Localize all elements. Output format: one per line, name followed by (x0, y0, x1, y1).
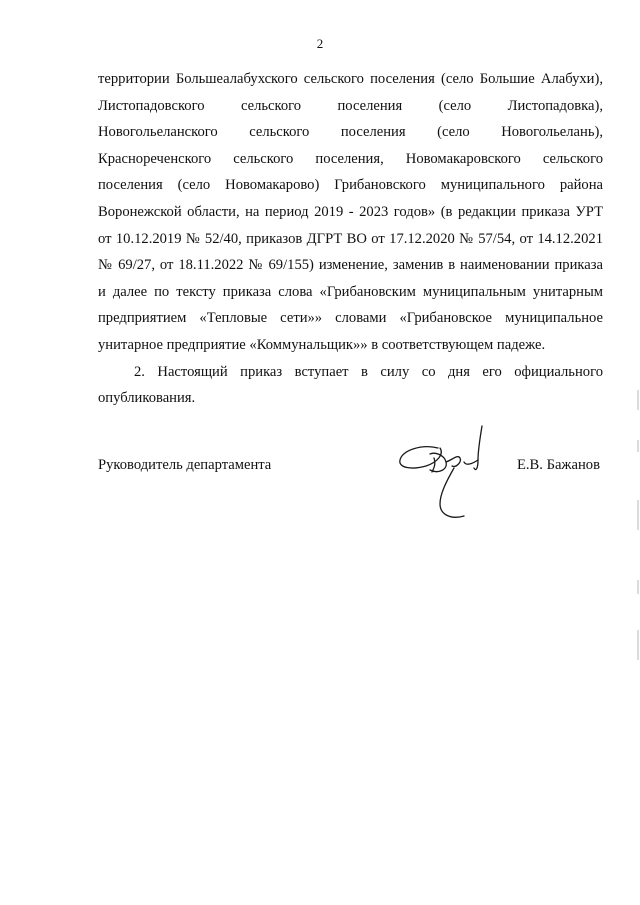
page-number: 2 (316, 36, 324, 51)
paragraph-1-line-3: Новогольеланского сельского поселения (село Новогольелань), (98, 124, 603, 141)
paragraph-1-line-6: Воронежской области, на период 2019 - 2023 годов» (в редакции приказа УРТ (98, 203, 603, 220)
paragraph-1-line-8: № 69/27, от 18.11.2022 № 69/155) изменение, заменив в наименовании приказа (98, 257, 603, 274)
paragraph-1-line-9: и далее по тексту приказа слова «Грибановским муниципальным унитарным (98, 283, 603, 300)
paragraph-1-line-2: Листопадовского сельского поселения (село Листопадовка), (98, 97, 603, 114)
paragraph-1-line-1: территории Большеалабухского сельского поселения (село Большие Алабухи), (98, 71, 603, 87)
paragraph-1-line-7: от 10.12.2019 № 52/40, приказов ДГРТ ВО от 17.12.2020 № 57/54, от 14.12.2021 (98, 230, 603, 247)
handwritten-signature-icon (394, 424, 504, 524)
document-body (98, 66, 603, 412)
signer-name: Е.В. Бажанов (516, 457, 600, 473)
paragraph-2-line-1: 2. Настоящий приказ вступает в силу со дня его официального (134, 363, 603, 380)
paragraph-1-line-4: Краснореченского сельского поселения, Новомакаровского сельского (98, 150, 603, 167)
paragraph-1-line-10: предприятием «Тепловые сети»» словами «Грибановское муниципальное (98, 310, 603, 327)
paragraph-1-line-11: унитарное предприятие «Коммунальщик»» в соответствующем падеже. (98, 336, 546, 353)
paragraph-1-line-5: поселения (село Новомакарово) Грибановского муниципального района (98, 177, 603, 194)
paragraph-2-line-2: опубликования. (98, 390, 196, 407)
scan-edge-marks (636, 380, 640, 680)
signer-title: Руководитель департамента (98, 457, 272, 473)
